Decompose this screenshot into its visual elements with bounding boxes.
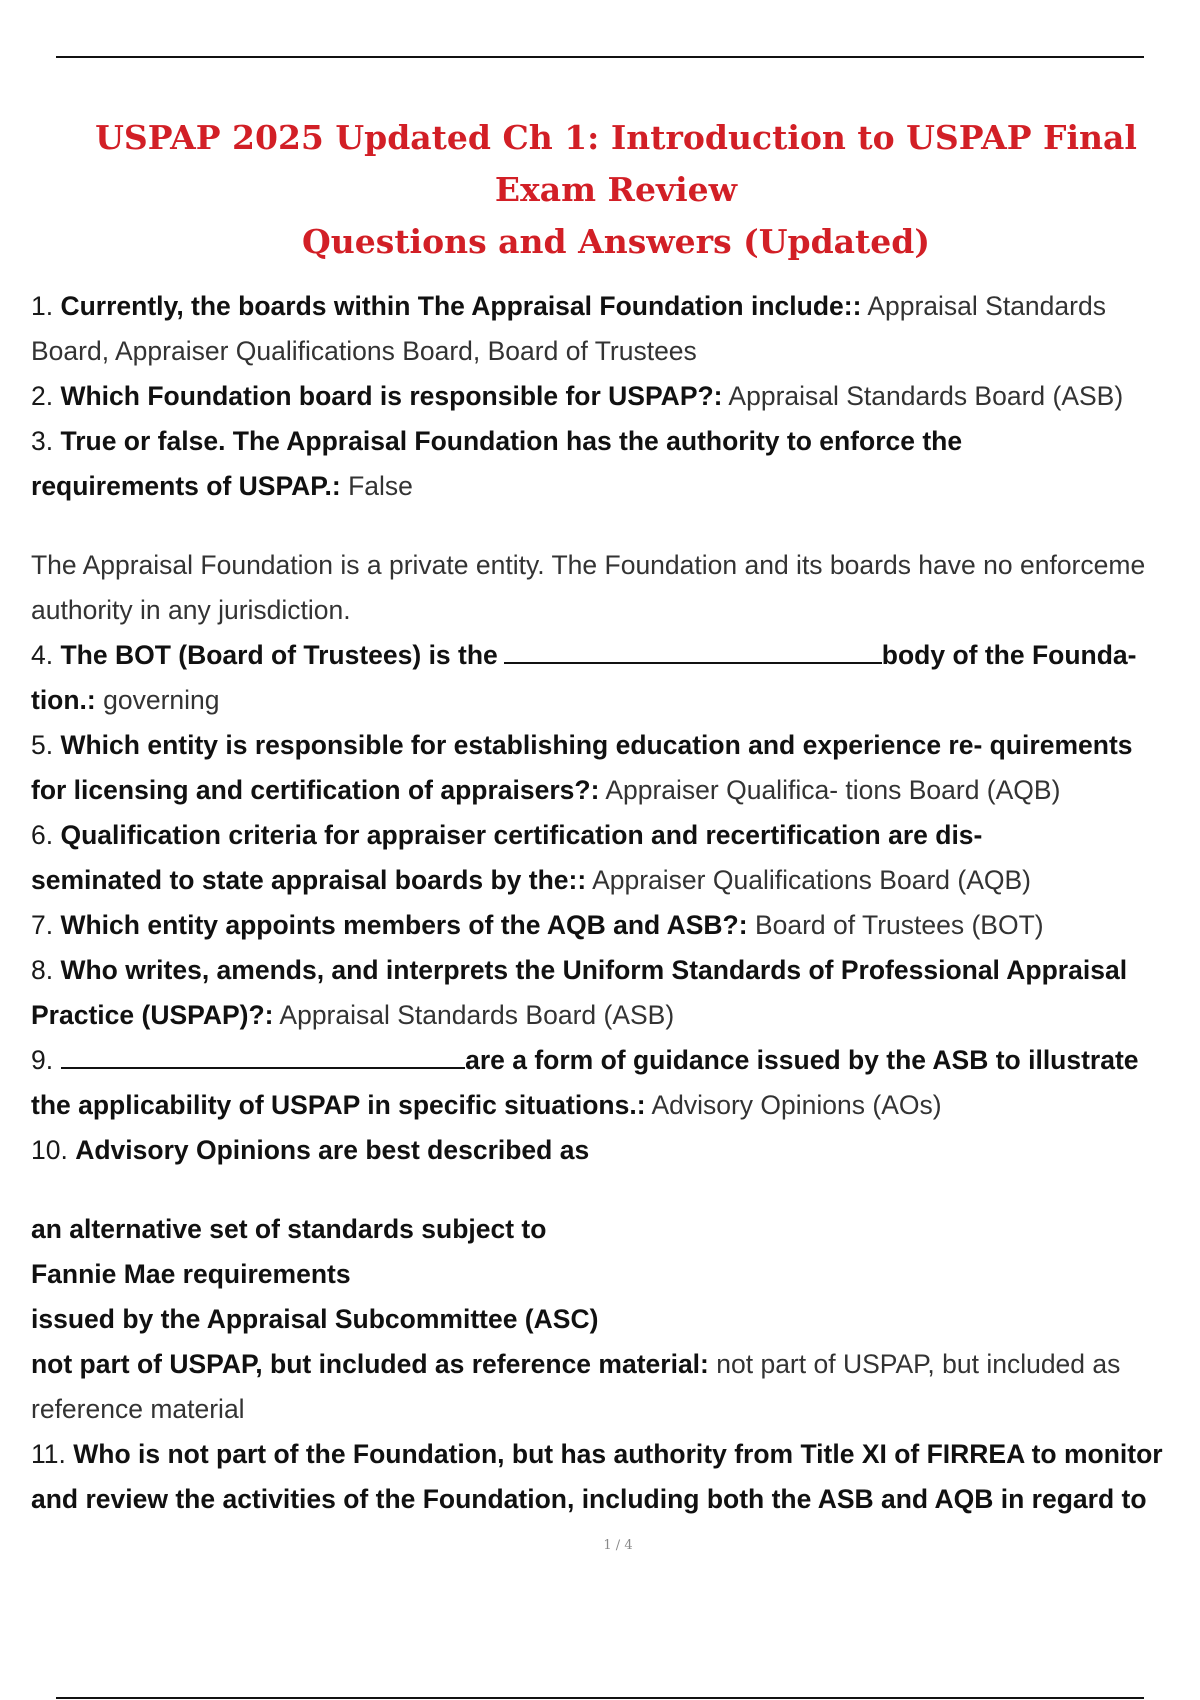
- question-4-cont: [31, 678, 1200, 723]
- answer-text: Appraiser Qualifications Board (AQB): [592, 865, 1031, 895]
- question-number: 6.: [31, 820, 54, 850]
- question-text: Who is not part of the Foundation, but has authority from Title XI of FIRREA to monitor: [73, 1439, 1163, 1469]
- question-11: [31, 1432, 1200, 1477]
- option-text: Fannie Mae requirements: [31, 1259, 351, 1289]
- question-6: [31, 813, 1200, 858]
- question-5-cont: [31, 768, 1200, 813]
- answer-text: not part of USPAP, but included as: [716, 1349, 1121, 1379]
- option-text: an alternative set of standards subject to: [31, 1214, 547, 1244]
- question-text: seminated to state appraisal boards by the::: [31, 865, 587, 895]
- question-number: 8.: [31, 955, 54, 985]
- fill-in-blank: [504, 661, 882, 664]
- explanation-text: The Appraisal Foundation is a private entity. The Foundation and its boards have no enforceme: [31, 550, 1146, 580]
- answer-text: Appraisal Standards Board (ASB): [728, 381, 1124, 411]
- question-10: [31, 1128, 1200, 1173]
- question-3: [31, 419, 1200, 464]
- question-text: and review the activities of the Foundation, including both the ASB and AQB in regard to: [31, 1484, 1147, 1514]
- question-1: [31, 284, 1200, 329]
- question-text: Which Foundation board is responsible for USPAP?:: [60, 381, 723, 411]
- fill-in-blank: [61, 1066, 465, 1069]
- question-text: tion.:: [31, 685, 96, 715]
- question-7: [31, 903, 1200, 948]
- answer-text: governing: [103, 685, 220, 715]
- question-text: for licensing and certification of appraisers?:: [31, 775, 600, 805]
- question-11-cont: [31, 1477, 1200, 1522]
- question-number: 3.: [31, 426, 54, 456]
- answer-text: Board of Trustees (BOT): [754, 910, 1044, 940]
- question-9: [31, 1038, 1200, 1083]
- answer-text: Appraisal Standards Board (ASB): [279, 1000, 675, 1030]
- question-text: the applicability of USPAP in specific situations.:: [31, 1090, 646, 1120]
- question-text: Practice (USPAP)?:: [31, 1000, 274, 1030]
- document-title: [40, 112, 1192, 268]
- bottom-rule: [56, 1697, 1144, 1699]
- answer-text: False: [348, 471, 413, 501]
- option-2: [31, 1252, 1200, 1297]
- question-2: [31, 374, 1200, 419]
- answer-text: Appraisal Standards: [867, 291, 1106, 321]
- answer-text: Board, Appraiser Qualifications Board, Board of Trustees: [31, 336, 697, 366]
- spacer: [31, 1173, 1200, 1207]
- question-9-cont: [31, 1083, 1200, 1128]
- explanation-line-2: [31, 588, 1200, 633]
- option-text: not part of USPAP, but included as reference material:: [31, 1349, 709, 1379]
- answer-text: Advisory Opinions (AOs): [651, 1090, 942, 1120]
- question-text: Which entity is responsible for establishing education and experience re- quirements: [60, 730, 1133, 760]
- title-line-1: USPAP 2025 Updated Ch 1: Introduction to USPAP Final Exam Review: [95, 118, 1137, 209]
- question-5: [31, 723, 1200, 768]
- option-4-cont: [31, 1387, 1200, 1432]
- question-text: Which entity appoints members of the AQB and ASB?:: [60, 910, 748, 940]
- answer-text: Appraiser Qualifica- tions Board (AQB): [605, 775, 1061, 805]
- option-text: issued by the Appraisal Subcommittee (ASC): [31, 1304, 599, 1334]
- question-text: The BOT (Board of Trustees) is the: [60, 640, 498, 670]
- question-number: 10.: [31, 1135, 68, 1165]
- question-number: 5.: [31, 730, 54, 760]
- question-text: True or false. The Appraisal Foundation has the authority to enforce the: [60, 426, 963, 456]
- question-3-cont: [31, 464, 1200, 509]
- question-8-cont: [31, 993, 1200, 1038]
- spacer: [31, 509, 1200, 543]
- question-text: body of the Founda-: [881, 640, 1137, 670]
- answer-text: reference material: [31, 1394, 245, 1424]
- question-6-cont: [31, 858, 1200, 903]
- question-text: Currently, the boards within The Appraisal Foundation include::: [60, 291, 862, 321]
- question-text: Who writes, amends, and interprets the Uniform Standards of Professional Appraisal: [60, 955, 1128, 985]
- qa-list: [31, 284, 1200, 1522]
- explanation-text: authority in any jurisdiction.: [31, 595, 351, 625]
- question-number: 2.: [31, 381, 54, 411]
- question-1-cont: [31, 329, 1200, 374]
- question-4: [31, 633, 1200, 678]
- question-text: Qualification criteria for appraiser certification and recertification are dis-: [60, 820, 983, 850]
- question-text: requirements of USPAP.:: [31, 471, 341, 501]
- question-number: 7.: [31, 910, 54, 940]
- question-number: 9.: [31, 1045, 54, 1075]
- top-rule: [56, 56, 1144, 58]
- question-8: [31, 948, 1200, 993]
- question-text: Advisory Opinions are best described as: [75, 1135, 590, 1165]
- page-number: 1 / 4: [603, 1538, 633, 1553]
- question-number: 4.: [31, 640, 54, 670]
- question-text: are a form of guidance issued by the ASB to illustrate: [465, 1045, 1139, 1075]
- title-line-2: Questions and Answers (Updated): [302, 222, 930, 261]
- explanation-line-1: [31, 543, 1200, 588]
- option-4: [31, 1342, 1200, 1387]
- question-number: 1.: [31, 291, 54, 321]
- option-1: [31, 1207, 1200, 1252]
- question-number: 11.: [31, 1439, 66, 1469]
- option-3: [31, 1297, 1200, 1342]
